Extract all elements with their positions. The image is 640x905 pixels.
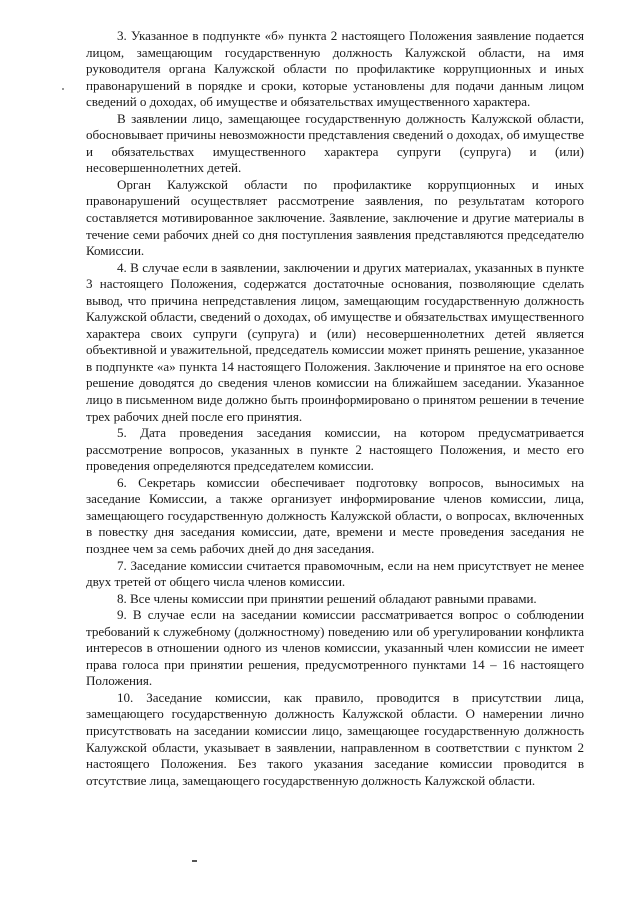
paragraph-4: 4. В случае если в заявлении, заключении и других материалах, указанных в пункте 3 настоящего Положения, содержатся достаточные основания, позволяющие сделать вывод, что причина непредставления лицом, замещающим государственную должность Калужской области, сведений о доходах, об имуществе и обязательствах имущественного характера своих супруги (супруга) и (или) несовершеннолетних детей является объективной и уважительной, председатель комиссии может принять решение, указанное в подпункте «а» пункта 14 настоящего Положения. Заключение и принятое на его основе решение доводятся до сведения членов комиссии на ближайшем заседании. Указанное лицо в письменном виде должно быть проинформировано о принятом решении в течение трех рабочих дней после его принятия. [86, 259, 584, 424]
paragraph-3-review: Орган Калужской области по профилактике коррупционных и иных правонарушений осуществляет рассмотрение заявления, по результатам которого составляется мотивированное заключение. Заявление, заключение и другие материалы в течение семи рабочих дней со дня поступления заявления представляются председателю Комиссии. [86, 176, 584, 259]
paragraph-7: 7. Заседание комиссии считается правомочным, если на нем присутствует не менее двух третей от общего числа членов комиссии. [86, 557, 584, 590]
paragraph-3: 3. Указанное в подпункте «б» пункта 2 настоящего Положения заявление подается лицом, замещающим государственную должность Калужской области, на имя руководителя органа Калужской области по профилактике коррупционных и иных правонарушений в порядке и сроки, которые установлены для подачи данным лицом сведений о доходах, об имуществе и обязательствах имущественного характера. [86, 28, 584, 110]
paragraph-9: 9. В случае если на заседании комиссии рассматривается вопрос о соблюдении требований к служебному (должностному) поведению или об урегулировании конфликта интересов в отношении одного из членов комиссии, указанный член комиссии не имеет права голоса при принятии решения, предусмотренного пунктами 14 – 16 настоящего Положения. [86, 607, 584, 689]
scan-speck [62, 88, 64, 90]
paragraph-6: 6. Секретарь комиссии обеспечивает подготовку вопросов, выносимых на заседание Комиссии, а также организует информирование членов комиссии, лица, замещающего государственную должность Калужской области, о вопросах, включенных в повестку дня заседания комиссии, дате, времени и месте проведения заседания не позднее чем за семь рабочих дней до дня заседания. [86, 474, 584, 556]
paragraph-10: 10. Заседание комиссии, как правило, проводится в присутствии лица, замещающего государственную должность Калужской области. О намерении лично присутствовать на заседании комиссии лицо, замещающее государственную должность Калужской области, указывает в заявлении, направленном в соответствии с пунктом 2 настоящего Положения. Без такого указания заседание комиссии проводится в отсутствие лица, замещающего государственную должность Калужской области. [86, 689, 584, 788]
document-page [86, 28, 584, 789]
paragraph-8: 8. Все члены комиссии при принятии решений обладают равными правами. [117, 590, 537, 606]
paragraph-3-statement: В заявлении лицо, замещающее государственную должность Калужской области, обосновывает причины невозможности представления сведений о доходах, об имуществе и обязательствах имущественного характера супруги (супруга) и (или) несовершеннолетних детей. [86, 110, 584, 176]
scan-mark [192, 860, 197, 862]
paragraph-5: 5. Дата проведения заседания комиссии, на котором предусматривается рассмотрение вопросов, указанных в пункте 2 настоящего Положения, и место его проведения определяются председателем комиссии. [86, 425, 584, 474]
